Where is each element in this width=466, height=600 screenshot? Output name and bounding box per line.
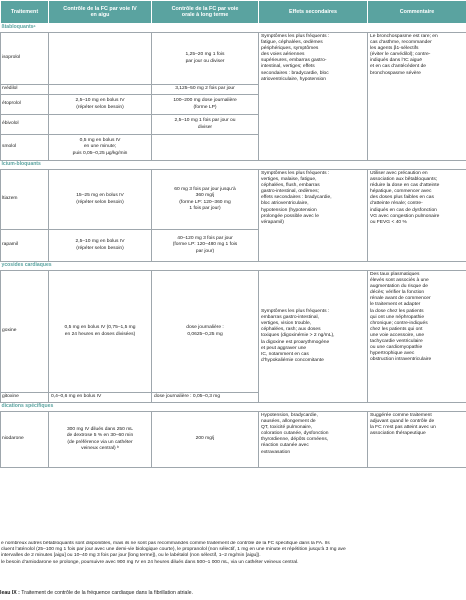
footnote-line: le besoin d’amiodarone se prolonge, poursuivre avec 900 mg IV en 24 heures dilués dans 500–1 000 mL, via un cathéter veineux central. [1, 559, 299, 565]
drug-name: isoprolol [1, 33, 49, 85]
oral-dose [152, 135, 259, 161]
category-label: ycosides cardiaques [1, 262, 466, 271]
comment: Le bronchospasme est rare; en cas d’asthme, recommander les agents β1-sélectifs (éviter le carvédilol); contre- indiqués dans l’IC aiguë et en cas d’antécédent de bronchospasme sévère [368, 33, 466, 161]
comment: Utiliser avec précaution en association aux bêtabloquants; réduire la dose en cas d’atteinte hépatique, commencer avec des doses plus faibles en cas d’atteinte rénale; contre- indiqués en cas de dysfonction VG avec congestion pulmonaire ou FEVG < 40 % [368, 170, 466, 262]
iv-dose: 15–25 mg en bolus IV (répéter selon besoin) [49, 170, 152, 230]
table-row-digoxin [1, 271, 466, 393]
side-effects: Hypotension, bradycardie, nausées, allongement de QT, toxicité pulmonaire, coloration cutanée, dysfonction thyroïdienne, dépôts cornéens, réaction cutanée avec extravasation [259, 412, 368, 468]
iv-dose [49, 33, 152, 85]
category-label: ßtabloquantsᵃ [1, 24, 466, 33]
iv-dose [49, 85, 152, 95]
drug-name: smolol [1, 135, 49, 161]
oral-dose: 2,5–10 mg 1 fois par jour ou diviser [152, 115, 259, 135]
drug-name: ltiazem [1, 170, 49, 230]
comment: Suggérée comme traitement adjuvant quand le contrôle de la FC n’est pas atteint avec un association thérapeutique [368, 412, 466, 468]
table-caption [0, 590, 193, 596]
footnote-line: intervalles de 2 minutes [aigu] ou 10–40 mg 3 fois par jour [long terme]), ou le labétalol (non sélectif, 1–2 mg/min [aigu]). [1, 553, 261, 559]
oral-dose: 200 mg/j [152, 412, 259, 468]
category-row-specific-indications [1, 403, 466, 412]
oral-dose: 3,125–50 mg 2 fois par jour [152, 85, 259, 95]
footnote-line: cluent l’aténolol (25–100 mg 1 fois par jour avec une demi-vie biologique courte), le propranolol (non sélectif, 1 mg en une minute et répétition jusqu’à 3 mg ave [1, 547, 346, 553]
footnote-line: e nombreux autres bêtabloquants sont disponibles, mais ils ne sont pas recommandés comme traitement de contrôle de la FC spécifique dans la FA. Ils [1, 541, 330, 546]
oral-dose: 60 mg 3 fois par jour jusqu’à 360 mg/j (forme LP: 120–360 mg 1 fois par jour) [152, 170, 259, 230]
drug-name: rapamil [1, 230, 49, 262]
header-oral-long-term: Contrôle de la FC par voie orale à long terme [152, 1, 259, 24]
oral-dose: 1,25–20 mg 1 fois par jour ou diviser [152, 33, 259, 85]
category-label: dications spécifiques [1, 403, 466, 412]
oral-dose: 40–120 mg 3 fois par jour (forme LP: 120–480 mg 1 fois par jour) [152, 230, 259, 262]
drug-name: étoprolol [1, 95, 49, 115]
footnotes [0, 541, 466, 566]
table-row-amiodarone [1, 412, 466, 468]
iv-dose: 300 mg IV dilués dans 250 mL de dextrose 5 % en 30–60 min (de préférence via un cathéter veineux central) ᵇ [49, 412, 152, 468]
iv-dose: 0,5 mg en bolus IV en une minute; puis 0,05–0,25 µg/kg/min [49, 135, 152, 161]
iv-dose [49, 115, 152, 135]
oral-dose: dose journalière : 0,05–0,3 mg [152, 393, 259, 403]
drug-name: gitoxine [1, 393, 49, 403]
header-iv-acute: Contrôle de la FC par voie IV en aigu [49, 1, 152, 24]
category-row-cardiac-glycosides [1, 262, 466, 271]
table-header-row [1, 1, 466, 24]
category-row-beta-blockers [1, 24, 466, 33]
caption-label: leau IX : [0, 590, 20, 596]
iv-dose: 0,5 mg en bolus IV (0,75–1,5 mg en 24 heures en doses divisées) [49, 271, 152, 393]
drug-name: rvédilol [1, 85, 49, 95]
side-effects: Symptômes les plus fréquents : vertiges, malaise, fatigue, céphalées, flush, embarras gastro-intestinal, œdèmes; effets secondaires : bradycardie, bloc atrioventriculaire, hypotension (hypotension prolongée possible avec le vérapamil) [259, 170, 368, 262]
category-row-calcium-blockers [1, 161, 466, 170]
oral-dose: dose journalière : 0,0625–0,25 mg [152, 271, 259, 393]
drug-name: goxine [1, 271, 49, 393]
iv-dose: 2,5–10 mg en bolus IV (répéter selon besoin) [49, 95, 152, 115]
comment: Des taux plasmatiques élevés sont associés à une augmentation du risque de décès; vérifier la fonction rénale avant de commencer le traitement et adapter la dose chez les patients qui ont une néphropathie chronique; contre-indiqués chez les patients qui ont une voie accessoire, une tachycardie ventriculaire ou une cardiomyopathie hypertrophique avec obstruction intraventriculaire [368, 271, 466, 403]
caption-text: Traitement de contrôle de la fréquence cardiaque dans la fibrillation atriale. [19, 590, 193, 596]
header-comment: Commentaire [368, 1, 466, 24]
drug-name: niodarone [1, 412, 49, 468]
side-effects: Symptômes les plus fréquents : embarras gastro-intestinal, vertiges, vision trouble, céphalées, rash; aux doses toxiques (digoxinémie > 2 ng/mL), la digoxine est proarythmogène et peut aggraver une IC, notamment en cas d’hypokaliémie concomitante [259, 271, 368, 403]
drug-name: ébivolol [1, 115, 49, 135]
iv-dose: 0,4–0,6 mg en bolus IV [49, 393, 152, 403]
header-treatment: Traitement [1, 1, 49, 24]
table-row-diltiazem [1, 170, 466, 230]
category-label: lcium-bloquants [1, 161, 466, 170]
table-row-bisoprolol [1, 33, 466, 85]
side-effects: Symptômes les plus fréquents : fatigue, céphalées, œdèmes périphériques, symptômes des voies aériennes supérieures, embarras gastro- intestinal, vertiges; effets secondaires : bradycardie, bloc atrioventriculaire, hypotension [259, 33, 368, 161]
oral-dose: 100–200 mg dose journalière (forme LP) [152, 95, 259, 115]
iv-dose: 2,5–10 mg en bolus IV (répéter selon besoin) [49, 230, 152, 262]
header-side-effects: Effets secondaires [259, 1, 368, 24]
